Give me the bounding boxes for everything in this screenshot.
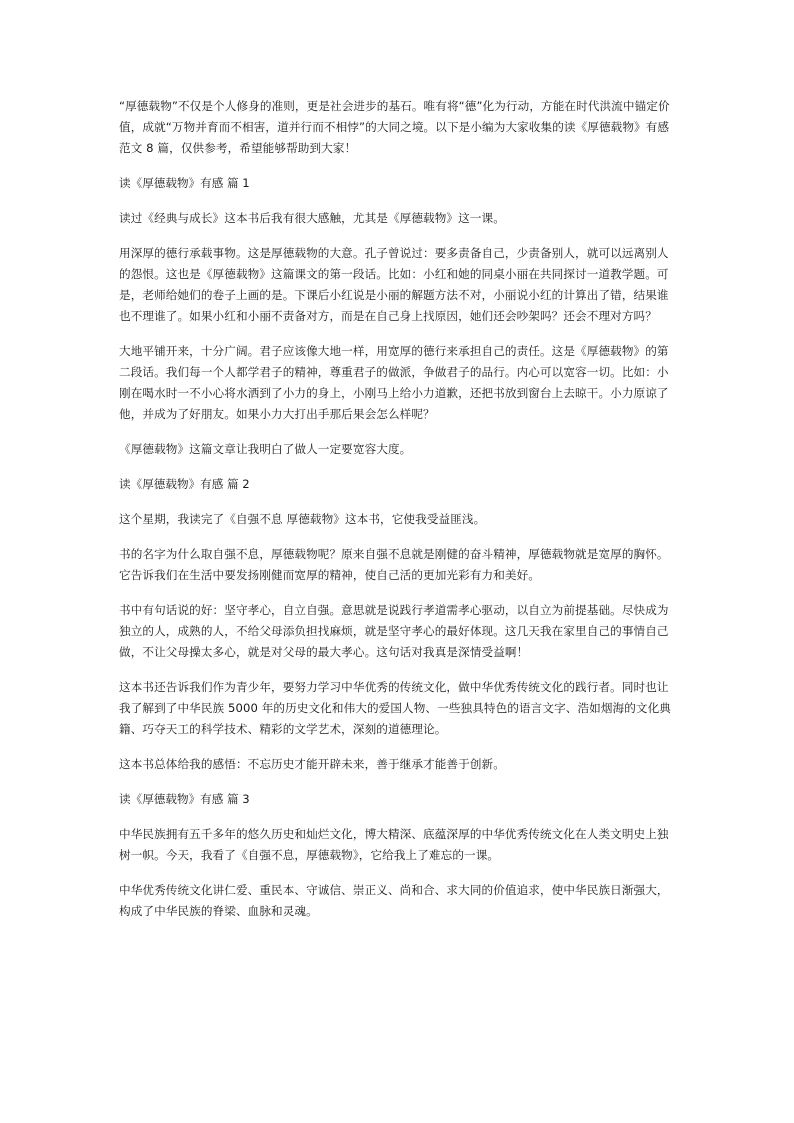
section-2-paragraph-5: 这本书总体给我的感悟：不忘历史才能开辟未来，善于继承才能善于创新。	[119, 757, 505, 771]
document-body	[119, 96, 679, 922]
section-2-paragraph-3: 书中有句话说的好：坚守孝心，自立自强。意思就是说践行孝道需孝心驱动，以自立为前提基础。尽快成为独立的人，成熟的人，不给父母添负担找麻烦，就是坚守孝心的最好体现。这几天我在家里自己的事情自己做，不让父母操太多心，就是对父母的最大孝心。这句话对我真是深情受益啊！	[119, 603, 669, 659]
section-2-paragraph-4: 这本书还告诉我们作为青少年，要努力学习中华优秀的传统文化，做中华优秀传统文化的践行者。同时也让我了解到了中华民族 5000 年的历史文化和伟大的爱国人物、一些独具特色的语言文字、浩如烟海的文化典籍、巧夺天工的科学技术、精彩的文学艺术，深刻的道德理论。	[119, 680, 672, 736]
intro-paragraph: “厚德载物”不仅是个人修身的准则，更是社会进步的基石。唯有将“德”化为行动，方能在时代洪流中锚定价值，成就“万物并育而不相害，道并行而不相悖”的大同之境。以下是小编为大家收集的读《厚德载物》有感范文 8 篇，仅供参考，希望能够帮助到大家！	[119, 99, 670, 155]
section-1-heading: 读《厚德载物》有感 篇 1	[119, 176, 250, 190]
section-2-paragraph-1: 这个星期，我读完了《自强不息 厚德载物》这本书，它使我受益匪浅。	[119, 512, 486, 526]
section-1-paragraph-1: 读过《经典与成长》这本书后我有很大感触，尤其是《厚德载物》这一课。	[119, 211, 505, 225]
section-1-paragraph-2: 用深厚的德行承载事物。这是厚德载物的大意。孔子曾说过：要多责备自己，少责备别人，就可以远离别人的怨恨。这也是《厚德载物》这篇课文的第一段话。比如：小红和她的同桌小丽在共同探讨一道教学题。可是，老师给她们的卷子上画的是。下课后小红说是小丽的解题方法不对，小丽说小红的计算出了错，结果谁也不理谁了。如果小红和小丽不责备对方，而是在自己身上找原因，她们还会吵架吗？还会不理对方吗？	[119, 246, 669, 323]
section-1-paragraph-4: 《厚德载物》这篇文章让我明白了做人一定要宽容大度。	[119, 442, 412, 456]
section-3-paragraph-1: 中华民族拥有五千多年的悠久历史和灿烂文化，博大精深、底蕴深厚的中华优秀传统文化在人类文明史上独树一帜。今天，我看了《自强不息，厚德载物》，它给我上了难忘的一课。	[119, 827, 669, 862]
section-2-paragraph-2: 书的名字为什么取自强不息，厚德载物呢？原来自强不息就是刚健的奋斗精神，厚德载物就是宽厚的胸怀。它告诉我们在生活中要发扬刚健而宽厚的精神，使自己活的更加光彩有力和美好。	[119, 547, 669, 582]
section-3-heading: 读《厚德载物》有感 篇 3	[119, 792, 250, 806]
section-3-paragraph-2: 中华优秀传统文化讲仁爱、重民本、守诚信、崇正义、尚和合、求大同的价值追求，使中华民族日渐强大，构成了中华民族的脊梁、血脉和灵魂。	[119, 883, 669, 918]
section-2-heading: 读《厚德载物》有感 篇 2	[119, 477, 250, 491]
section-1-paragraph-3: 大地平铺开来，十分广阔。君子应该像大地一样，用宽厚的德行来承担自己的责任。这是《厚德载物》的第二段话。我们每一个人都学君子的精神，尊重君子的做派，争做君子的品行。内心可以宽容一切。比如：小刚在喝水时一不小心将水洒到了小力的身上，小刚马上给小力道歉，还把书放到窗台上去晾干。小力原谅了他，并成为了好朋友。如果小力大打出手那后果会怎么样呢？	[119, 344, 669, 421]
